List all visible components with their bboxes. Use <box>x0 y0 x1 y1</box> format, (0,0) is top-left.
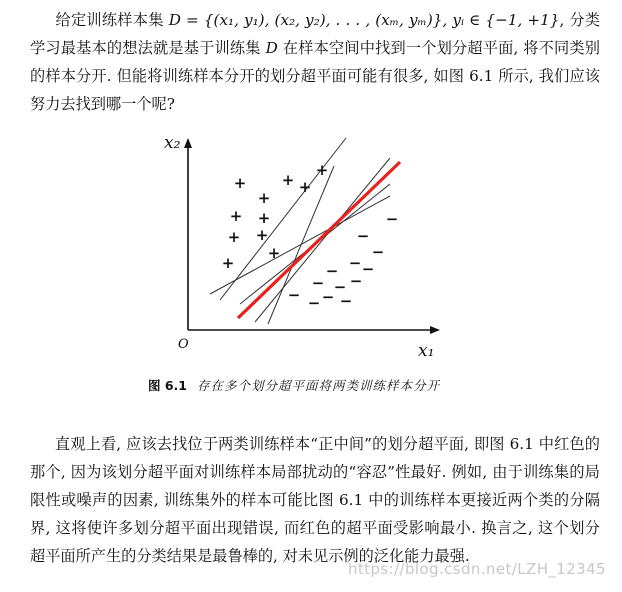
positive-sample: + <box>255 226 269 244</box>
negative-sample: − <box>311 274 325 292</box>
x-axis-label: x₁ <box>418 341 435 361</box>
positive-sample: + <box>221 254 235 272</box>
watermark-url: https://blog.csdn.net/LZH_12345 <box>348 560 606 578</box>
negative-sample: − <box>325 262 339 280</box>
negative-sample: − <box>307 294 321 312</box>
positive-sample: + <box>257 209 271 227</box>
positive-sample: + <box>281 171 295 189</box>
hyperplane-figure <box>160 124 450 364</box>
figure-caption-text: 存在多个划分超平面将两类训练样本分开 <box>197 378 441 393</box>
negative-sample: − <box>385 210 399 228</box>
figure-number: 图 6.1 <box>148 378 187 393</box>
negative-sample: − <box>349 272 363 290</box>
negative-sample: − <box>321 288 335 306</box>
negative-sample: − <box>371 243 385 261</box>
negative-samples <box>288 210 399 312</box>
training-set-symbol: D <box>265 39 278 57</box>
positive-sample: + <box>315 161 329 179</box>
intro-text-start: 给定训练样本集 <box>55 11 169 29</box>
negative-sample: − <box>333 278 347 296</box>
training-set-formula: D = {(x₁, y₁), (x₂, y₂), . . . , (xₘ, yₘ)}, yᵢ ∈ {−1, +1} <box>168 11 560 29</box>
figure-caption <box>148 376 488 394</box>
positive-sample: + <box>298 178 312 196</box>
positive-sample: + <box>233 174 247 192</box>
positive-sample: + <box>257 189 271 207</box>
y-axis-label: x₂ <box>164 133 181 153</box>
negative-sample: − <box>287 286 301 304</box>
negative-sample: − <box>348 254 362 272</box>
origin-label: O <box>178 337 189 352</box>
explanation-text: 直观上看, 应该去找位于两类训练样本“正中间”的划分超平面, 即图 6.1 中红色的那个, 因为该划分超平面对训练样本局部扰动的“容忍”性最好. 例如, 由于训练集的局限性或噪声的因素, 训练集外的样本可能比图 6.1 中的训练样本更接近两个类的分隔界, 这将使许多划分超平面出现错误, 而红色的超平面受影响最小. 换言之, 这个划分超平面所产生的分类结果是最鲁棒的, 对未见示例的泛化能力最强. <box>30 435 600 565</box>
x-axis-arrow <box>430 326 440 334</box>
positive-sample: + <box>227 228 241 246</box>
positive-sample: + <box>267 244 281 262</box>
explanation-paragraph <box>30 430 600 570</box>
negative-sample: − <box>356 227 370 245</box>
intro-text-end: 在样本空间中找到一个划分超平面, 将不同类别的样本分开. 但能将训练样本分开的划分超平面可能有很多, 如图 6.1 所示, 我们应该努力去找到哪一个呢? <box>30 39 600 113</box>
positive-samples <box>222 161 329 272</box>
intro-paragraph <box>30 6 600 118</box>
intro-text-mid: , 分类学习最基本的想法就是基于训练集 <box>30 11 601 57</box>
positive-sample: + <box>229 207 243 225</box>
y-axis-arrow <box>184 138 192 148</box>
negative-sample: − <box>339 292 353 310</box>
negative-sample: − <box>361 260 375 278</box>
